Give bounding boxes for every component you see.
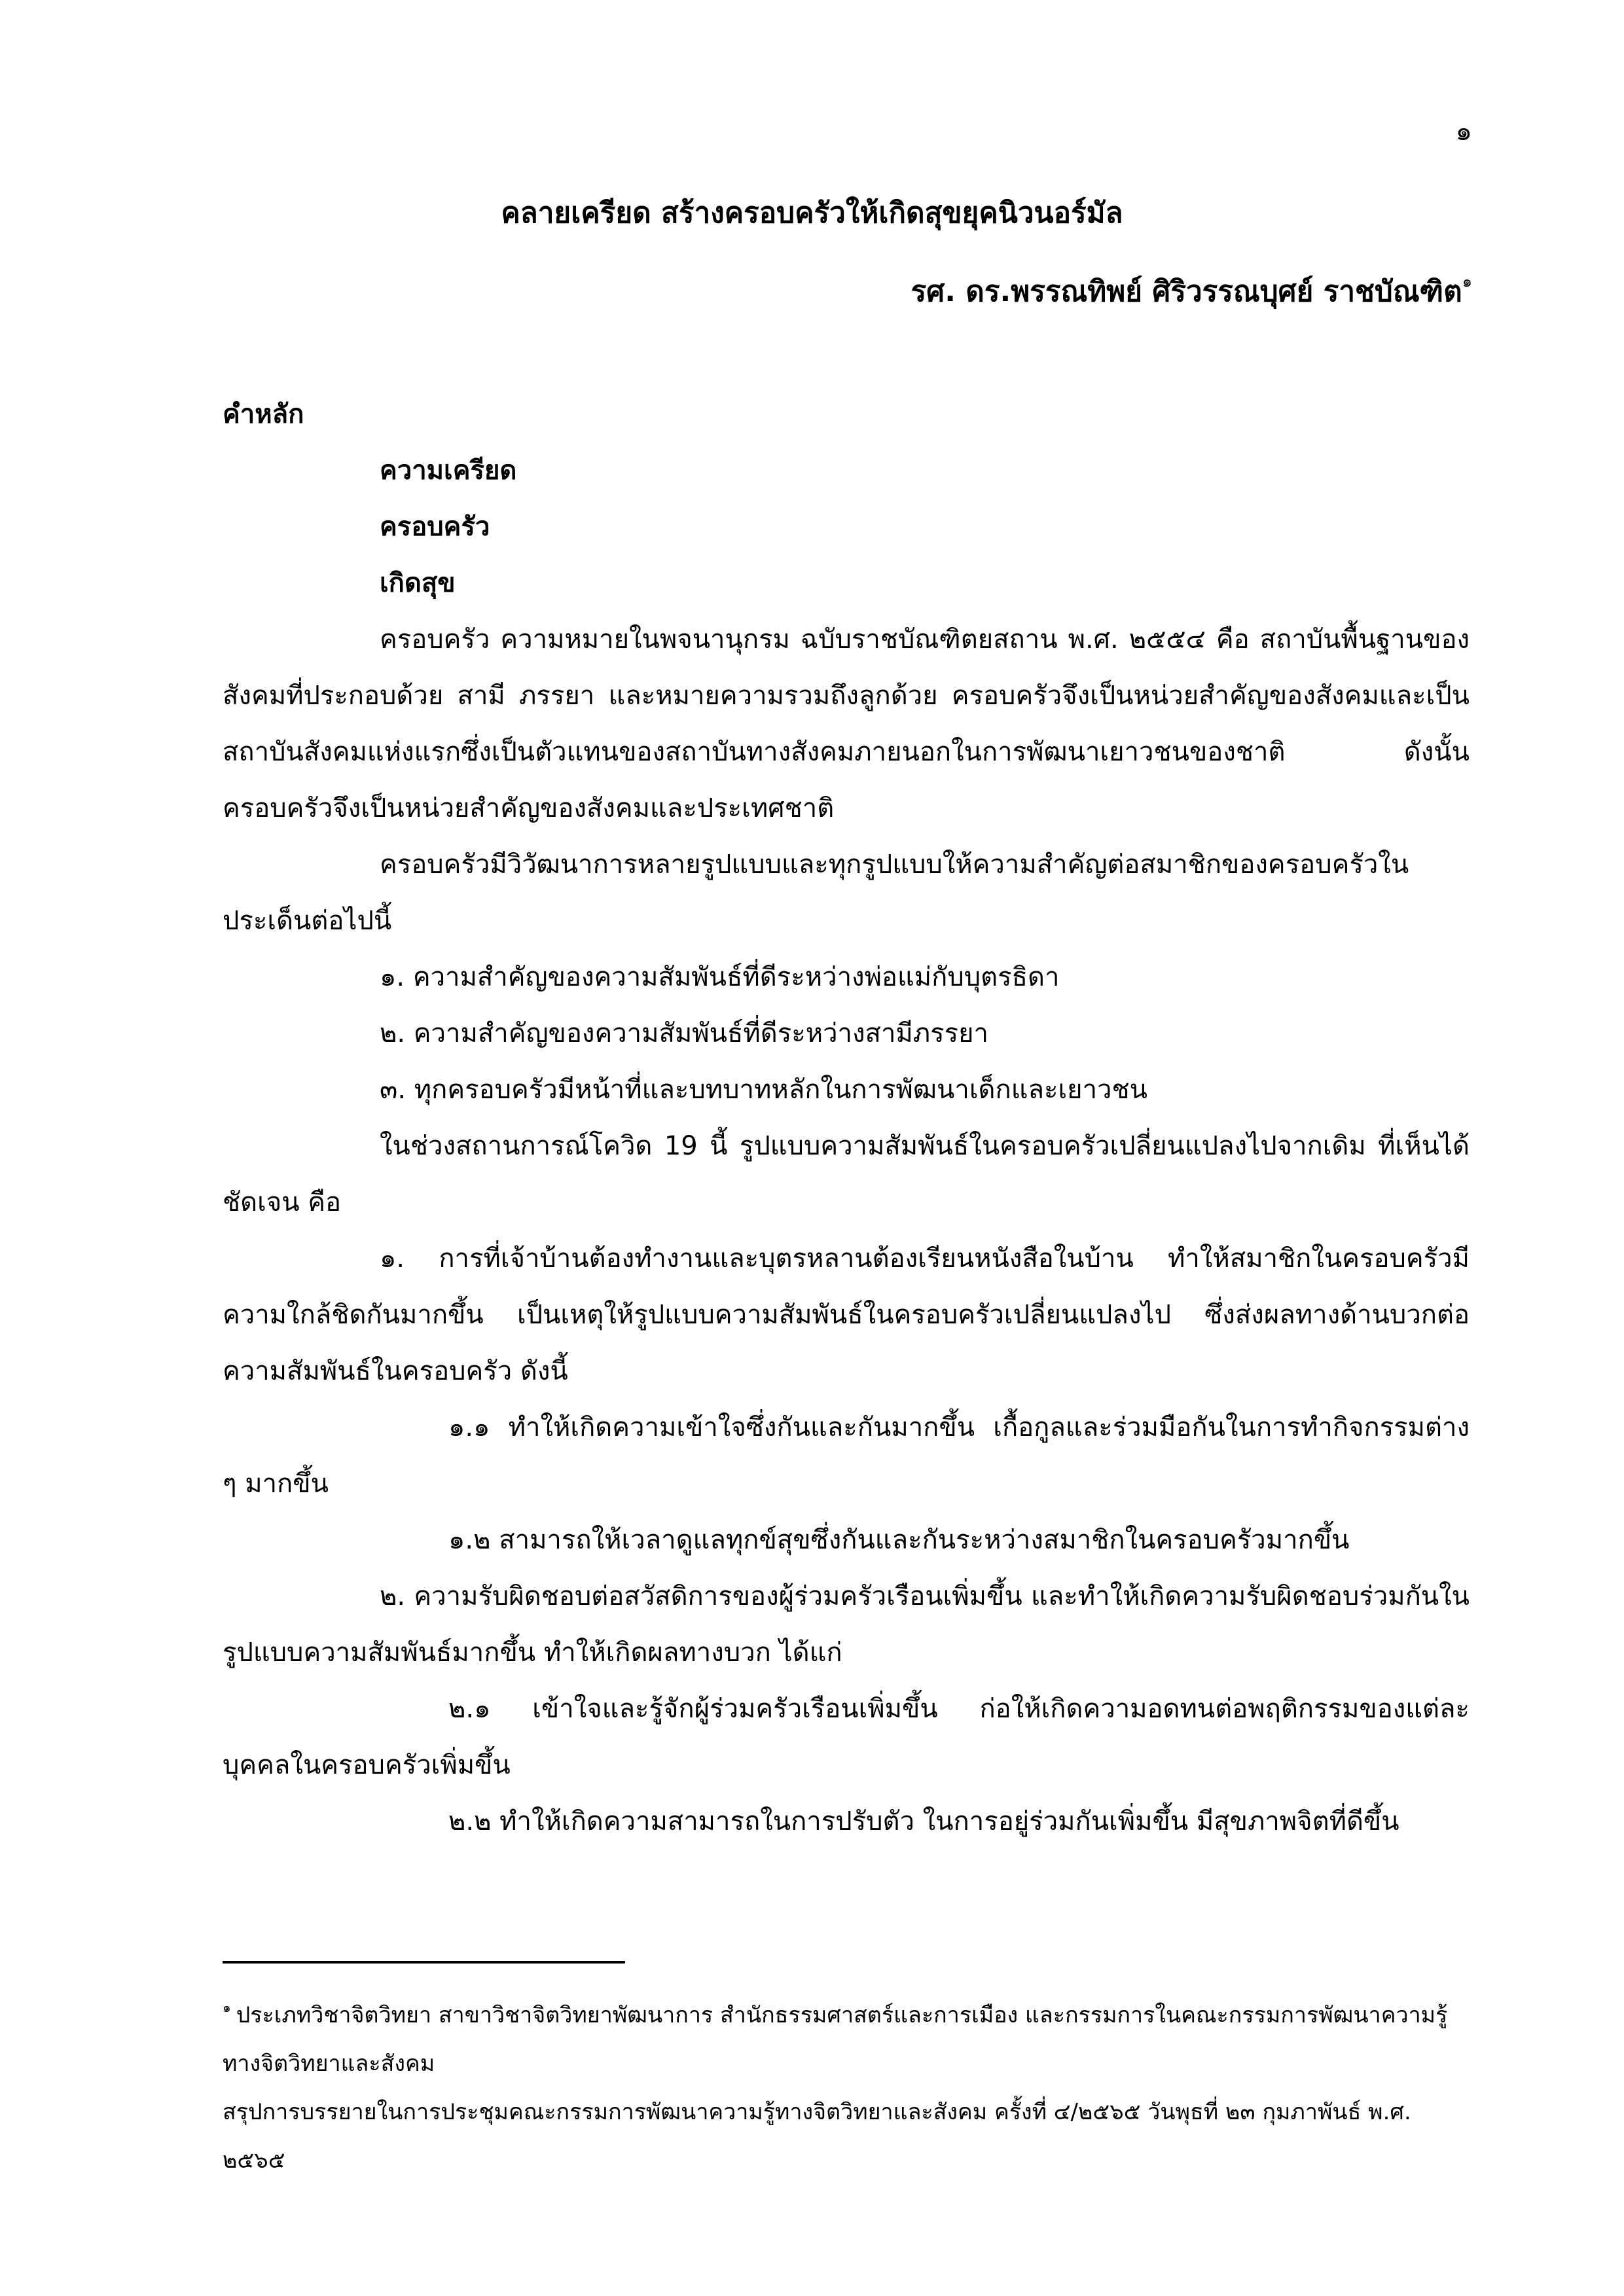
footnotes (223, 1983, 1470, 2185)
list-item: ๑. ความสำคัญของความสัมพันธ์ที่ดีระหว่างพ่อแม่กับบุตรธิดา (380, 962, 1060, 992)
author-footnote-marker[interactable]: ๑ (1462, 272, 1472, 291)
footnote-marker: ๑ (223, 2000, 231, 2015)
keyword-item: เกิดสุข (380, 568, 456, 598)
footnote-summary: สรุปการบรรยายในการประชุมคณะกรรมการพัฒนาความรู้ทางจิตวิทยาและสังคม ครั้งที่ ๔/๒๕๖๕ วันพุธที่ ๒๓ กุมภาพันธ์ พ.ศ. ๒๕๖๕ (223, 2099, 1411, 2174)
footnote-separator (223, 1961, 625, 1964)
keywords-heading: คำหลัก (223, 399, 304, 429)
paragraph-point-2-1: ๒.๑ เข้าใจและรู้จักผู้ร่วมครัวเรือนเพิ่มขึ้น ก่อให้เกิดความอดทนต่อพฤติกรรมของแต่ละบุคคลในครอบครัวเพิ่มขึ้น (223, 1694, 1470, 1780)
list-item: ๓. ทุกครอบครัวมีหน้าที่และบทบาทหลักในการพัฒนาเด็กและเยาวชน (380, 1075, 1147, 1105)
document-title: คลายเครียด สร้างครอบครัวให้เกิดสุขยุคนิวนอร์มัล (501, 196, 1123, 230)
paragraph-point-1: ๑. การที่เจ้าบ้านต้องทำงานและบุตรหลานต้องเรียนหนังสือในบ้าน ทำให้สมาชิกในครอบครัวมีความใกล้ชิดกันมากขึ้น เป็นเหตุให้รูปแบบความสัมพันธ์ในครอบครัวเปลี่ยนแปลงไป ซึ่งส่งผลทางด้านบวกต่อความสัมพันธ์ในครอบครัว ดังนี้ (223, 1244, 1470, 1386)
paragraph-family-definition: ครอบครัว ความหมายในพจนานุกรม ฉบับราชบัณฑิตยสถาน พ.ศ. ๒๕๕๔ คือ สถาบันพื้นฐานของสังคมที่ประกอบด้วย สามี ภรรยา และหมายความรวมถึงลูกด้วย ครอบครัวจึงเป็นหน่วยสำคัญของสังคมและเป็นสถาบันสังคมแห่งแรกซึ่งเป็นตัวแทนของสถาบันทางสังคมภายนอกในการพัฒนาเยาวชนของชาติ ดังนั้น ครอบครัวจึงเป็นหน่วยสำคัญของสังคมและประเทศชาติ (223, 624, 1470, 823)
paragraph-point-1-2: ๑.๒ สามารถให้เวลาดูแลทุกข์สุขซึ่งกันและกันระหว่างสมาชิกในครอบครัวมากขึ้น (448, 1525, 1350, 1555)
page-number: ๑ (1455, 117, 1472, 147)
paragraph-point-2: ๒. ความรับผิดชอบต่อสวัสดิการของผู้ร่วมครัวเรือนเพิ่มขึ้น และทำให้เกิดความรับผิดชอบร่วมกันในรูปแบบความสัมพันธ์มากขึ้น ทำให้เกิดผลทางบวก ได้แก่ (223, 1581, 1470, 1668)
keyword-item: ครอบครัว (380, 512, 490, 542)
author-line (911, 268, 1472, 314)
author-name: รศ. ดร.พรรณทิพย์ ศิริวรรณบุศย์ ราชบัณฑิต (911, 275, 1462, 308)
paragraph-covid-changes: ในช่วงสถานการณ์โควิด 19 นี้ รูปแบบความสัมพันธ์ในครอบครัวเปลี่ยนแปลงไปจากเดิม ที่เห็นได้ชัดเจน คือ (223, 1131, 1470, 1217)
footnote-affiliation-text: ประเภทวิชาจิตวิทยา สาขาวิชาจิตวิทยาพัฒนาการ สำนักธรรมศาสตร์และการเมือง และกรรมการในคณะกรรมการพัฒนาความรู้ทางจิตวิทยาและสังคม (223, 2002, 1448, 2077)
paragraph-family-evolution: ครอบครัวมีวิวัฒนาการหลายรูปแบบและทุกรูปแบบให้ความสำคัญต่อสมาชิกของครอบครัวในประเด็นต่อไปนี้ (223, 850, 1409, 936)
keyword-item: ความเครียด (380, 456, 517, 486)
footnote-affiliation (223, 1983, 1470, 2088)
document-body (223, 386, 1470, 1850)
paragraph-point-1-1: ๑.๑ ทำให้เกิดความเข้าใจซึ่งกันและกันมากขึ้น เกื้อกูลและร่วมมือกันในการทำกิจกรรมต่าง ๆ มากขึ้น (223, 1412, 1470, 1499)
list-item: ๒. ความสำคัญของความสัมพันธ์ที่ดีระหว่างสามีภรรยา (380, 1018, 989, 1049)
paragraph-point-2-2: ๒.๒ ทำให้เกิดความสามารถในการปรับตัว ในการอยู่ร่วมกันเพิ่มขึ้น มีสุขภาพจิตที่ดีขึ้น (448, 1806, 1399, 1837)
